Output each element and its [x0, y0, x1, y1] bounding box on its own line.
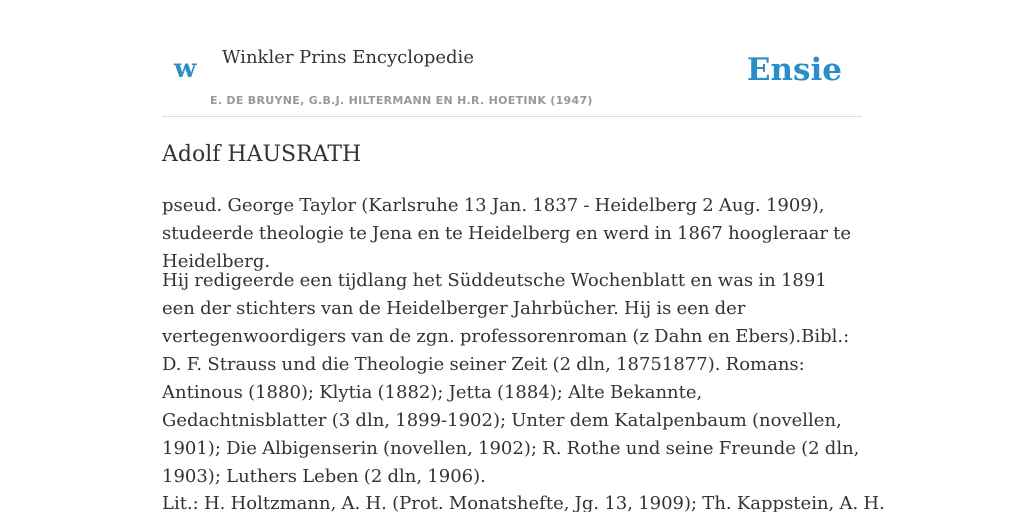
- entry-paragraph: Hij redigeerde een tijdlang het Süddeutsche Wochenblatt en was in 1891 een der stichters van de Heidelberger Jahrbücher. Hij is een der vertegenwoordigers van de zgn. professorenroman (z Dahn en Ebers).Bibl.: D. F. Strauss und die Theologie seiner Zeit (2 dln, 18751877). Romans: Antinous (1880); Klytia (1882); Jetta (1884); Alte Bekannte, Gedachtnisblatter (3 dln, 1899-1902); Unter dem Katalpenbaum (novellen, 1901); Die Albigenserin (novellen, 1902); R. Rothe und seine Freunde (2 dln, 1903); Luthers Leben (2 dln, 1906).: [162, 270, 860, 487]
- entry-paragraph: pseud. George Taylor (Karlsruhe 13 Jan. 1837 - Heidelberg 2 Aug. 1909), studeerde theologie te Jena en te Heidelberg en werd in 1867 hoogleraar te Heidelberg.: [162, 195, 852, 272]
- winkler-prins-logo[interactable]: w: [174, 54, 197, 84]
- entry-title: Adolf HAUSRATH: [162, 142, 362, 167]
- source-title[interactable]: Winkler Prins Encyclopedie: [222, 47, 474, 68]
- page: [162, 0, 885, 512]
- entry-paragraph: Lit.: H. Holtzmann, A. H. (Prot. Monatshefte, Jg. 13, 1909); Th. Kappstein, A. H.: [162, 493, 885, 512]
- ensie-logo[interactable]: Ensie: [746, 52, 842, 88]
- source-authors: E. DE BRUYNE, G.B.J. HILTERMANN EN H.R. HOETINK (1947): [210, 94, 593, 107]
- source-header: [162, 0, 862, 117]
